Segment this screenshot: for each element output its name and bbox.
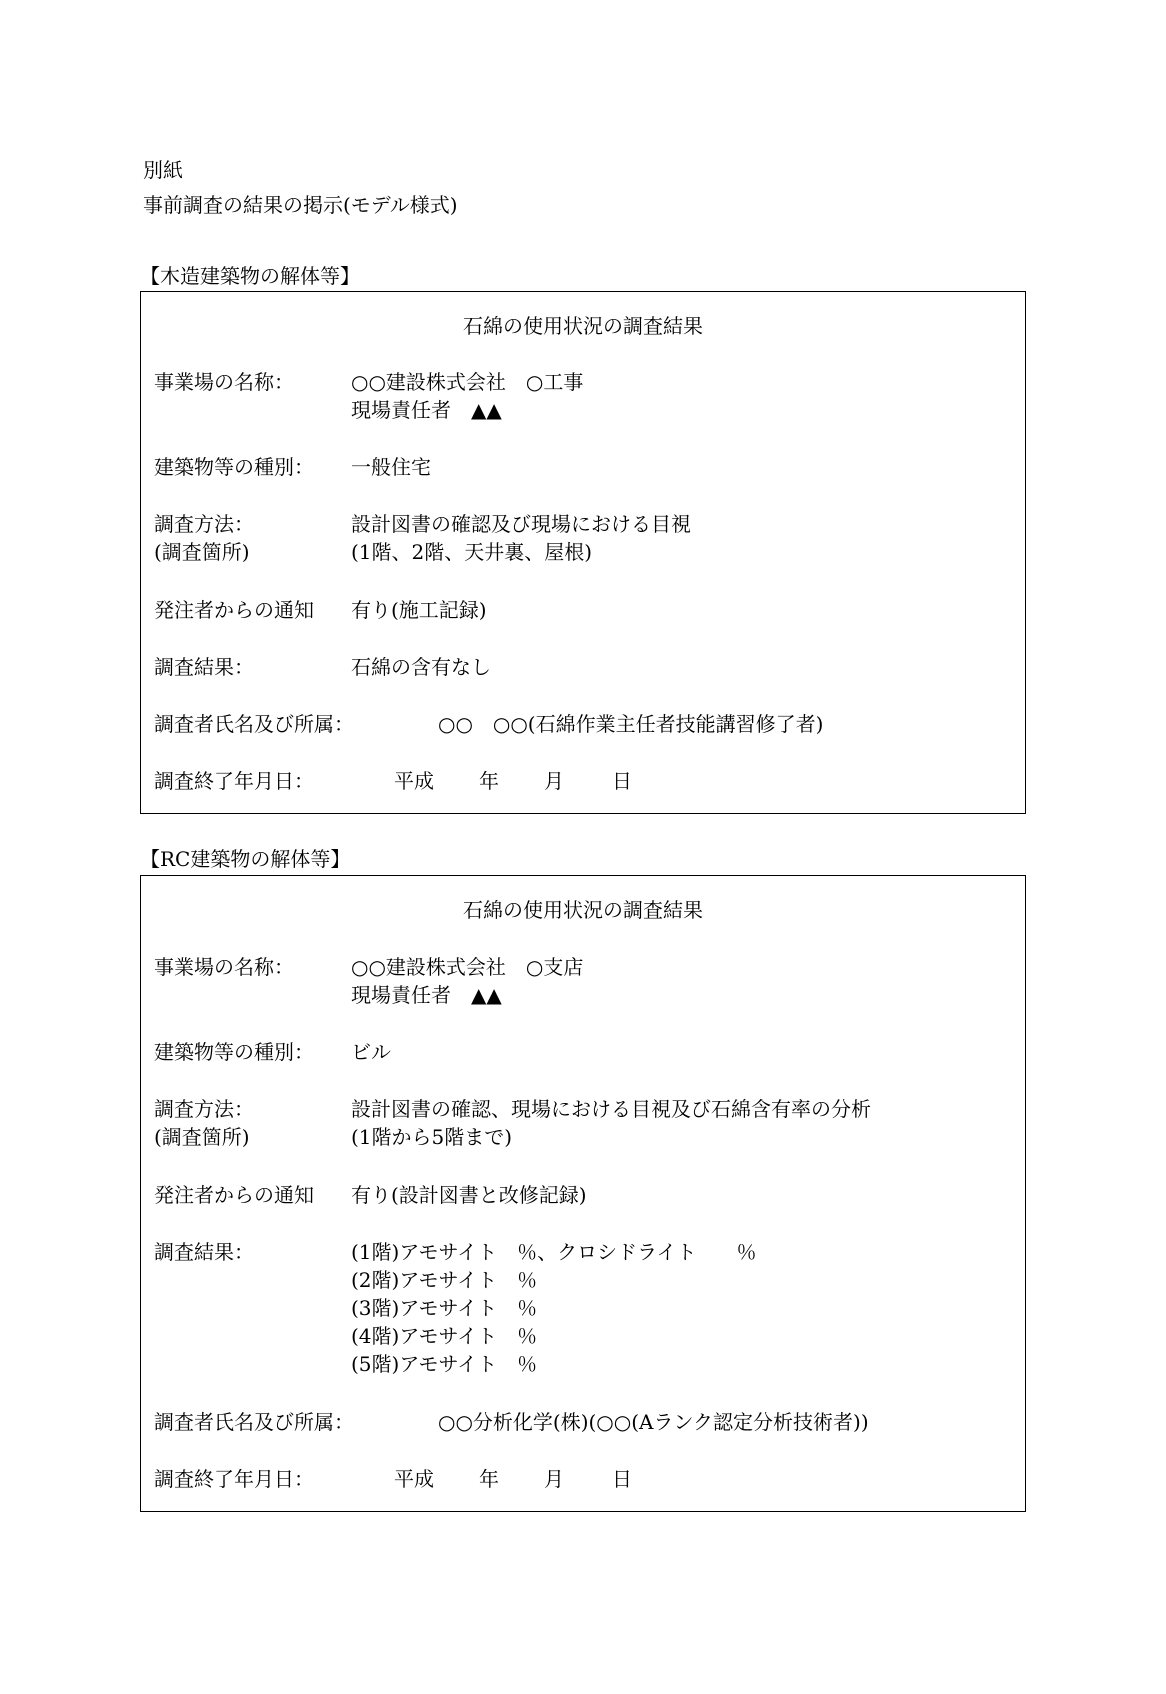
building-type-label: 建築物等の種別：	[154, 455, 314, 479]
survey-result-label: 調査結果：	[154, 655, 254, 679]
end-date-label: 調査終了年月日：	[154, 1467, 314, 1491]
workplace-label: 事業場の名称：	[154, 370, 294, 394]
survey-location-value: (1階から5階まで)	[351, 1125, 513, 1149]
survey-location-value: (1階、2階、天井裏、屋根)	[351, 540, 593, 564]
end-date-label: 調査終了年月日：	[154, 769, 314, 793]
attachment-label: 別紙	[143, 158, 183, 182]
survey-result-floor-4: (4階)アモサイト ％	[351, 1324, 538, 1348]
box-title: 石綿の使用状況の調査結果	[463, 314, 703, 338]
date-year: 年	[479, 1467, 499, 1491]
survey-result-floor-1: (1階)アモサイト ％、クロシドライト ％	[351, 1240, 757, 1264]
date-month: 月	[544, 1467, 564, 1491]
date-era: 平成	[394, 769, 434, 793]
date-year: 年	[479, 769, 499, 793]
investigator-value: ○○ ○○(石綿作業主任者技能講習修了者)	[438, 712, 824, 736]
survey-location-label: (調査箇所)	[154, 1125, 250, 1149]
client-notice-label: 発注者からの通知	[154, 1183, 314, 1207]
site-manager-value: 現場責任者 ▲▲	[351, 983, 502, 1007]
survey-result-floor-5: (5階)アモサイト ％	[351, 1352, 538, 1376]
date-month: 月	[544, 769, 564, 793]
survey-method-label: 調査方法：	[154, 512, 254, 536]
client-notice-label: 発注者からの通知	[154, 598, 314, 622]
survey-result-floor-2: (2階)アモサイト ％	[351, 1268, 538, 1292]
section-heading-rc: 【RC建築物の解体等】	[140, 847, 351, 871]
section-heading-wooden: 【木造建築物の解体等】	[140, 264, 360, 288]
investigator-label: 調査者氏名及び所属：	[154, 712, 354, 736]
building-type-value: ビル	[351, 1040, 391, 1064]
workplace-value: ○○建設株式会社 ○支店	[351, 955, 584, 979]
survey-result-floor-3: (3階)アモサイト ％	[351, 1296, 538, 1320]
survey-location-label: (調査箇所)	[154, 540, 250, 564]
date-day: 日	[612, 769, 632, 793]
date-era: 平成	[394, 1467, 434, 1491]
site-manager-value: 現場責任者 ▲▲	[351, 398, 502, 422]
client-notice-value: 有り(施工記録)	[351, 598, 487, 622]
client-notice-value: 有り(設計図書と改修記録)	[351, 1183, 587, 1207]
survey-result-label: 調査結果：	[154, 1240, 254, 1264]
survey-method-label: 調査方法：	[154, 1097, 254, 1121]
document-title: 事前調査の結果の掲示(モデル様式)	[143, 193, 458, 217]
workplace-value: ○○建設株式会社 ○工事	[351, 370, 584, 394]
building-type-value: 一般住宅	[351, 455, 431, 479]
survey-method-value: 設計図書の確認、現場における目視及び石綿含有率の分析	[351, 1097, 871, 1121]
result-box-wooden	[140, 291, 1026, 814]
survey-method-value: 設計図書の確認及び現場における目視	[351, 512, 691, 536]
building-type-label: 建築物等の種別：	[154, 1040, 314, 1064]
workplace-label: 事業場の名称：	[154, 955, 294, 979]
survey-result-value: 石綿の含有なし	[351, 655, 491, 679]
investigator-value: ○○分析化学(株)(○○(Aランク認定分析技術者))	[438, 1410, 869, 1434]
result-box-rc	[140, 875, 1026, 1512]
box-title: 石綿の使用状況の調査結果	[463, 898, 703, 922]
investigator-label: 調査者氏名及び所属：	[154, 1410, 354, 1434]
date-day: 日	[612, 1467, 632, 1491]
